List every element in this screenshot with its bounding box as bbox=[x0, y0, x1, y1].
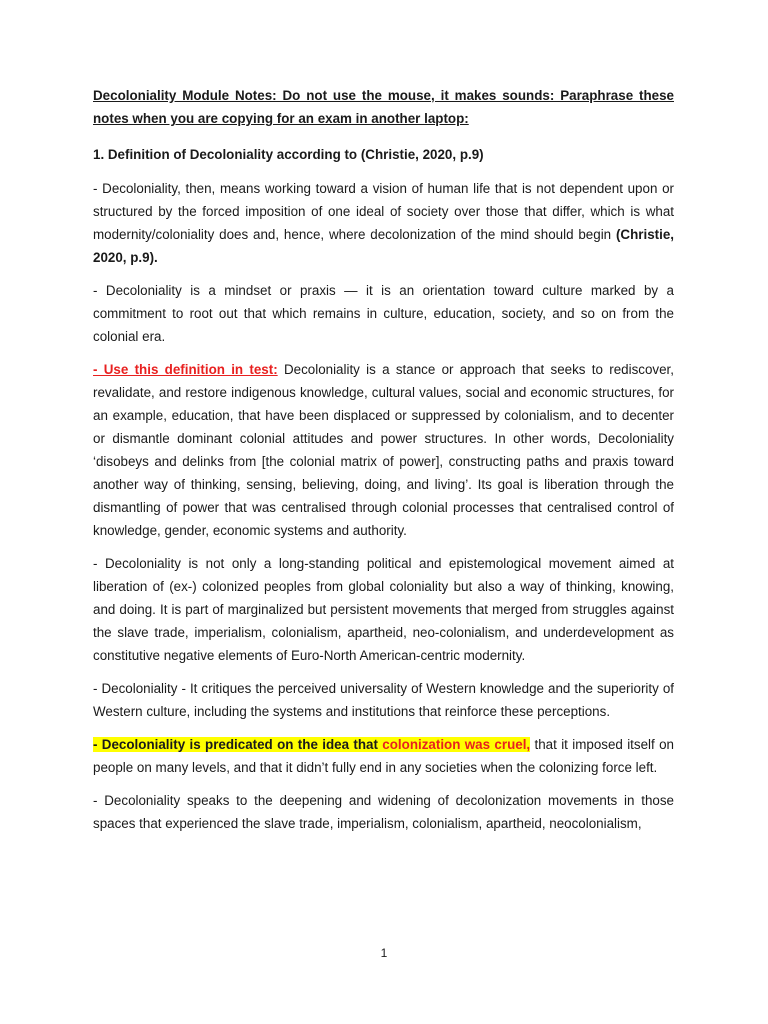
paragraph-4: - Decoloniality is not only a long-standing political and epistemological movement aimed at liberation of (ex-) colonized peoples from global coloniality but also a way of thinking, knowing, and doing. It is part of marginalized but persistent movements that merged from struggles against the slave trade, imperialism, colonialism, apartheid, neo-colonialism, and underdevelopment as constitutive negative elements of Euro-North American-centric modernity. bbox=[93, 556, 674, 663]
section-heading: 1. Definition of Decoloniality according to (Christie, 2020, p.9) bbox=[93, 147, 484, 162]
paragraph-6-text: that it imposed itself on people on many levels, and that it didn’t fully end in any societies when the colonizing force left. bbox=[93, 737, 674, 775]
document-title: Decoloniality Module Notes: Do not use the mouse, it makes sounds: Paraphrase these notes when you are copying for an exam in another laptop: bbox=[93, 88, 674, 126]
highlighted-red-text: colonization was cruel, bbox=[382, 737, 531, 752]
paragraph-2: - Decoloniality is a mindset or praxis — it is an orientation toward culture marked by a commitment to root out that which remains in culture, education, society, and so on from the colonial era. bbox=[93, 283, 674, 344]
paragraph-1 bbox=[93, 177, 674, 269]
page-number: 1 bbox=[380, 946, 388, 960]
document-page bbox=[93, 84, 674, 845]
paragraph-3 bbox=[93, 358, 674, 542]
paragraph-7: - Decoloniality speaks to the deepening and widening of decolonization movements in those spaces that experienced the slave trade, imperialism, colonialism, apartheid, neocolonialism, bbox=[93, 793, 674, 831]
paragraph-1-text: - Decoloniality, then, means working toward a vision of human life that is not dependent upon or structured by the forced imposition of one ideal of society over those that differ, which is what modernity/coloniality does and, hence, where decolonization of the mind should begin bbox=[93, 181, 674, 242]
test-definition-label: - Use this definition in test: bbox=[93, 362, 278, 377]
paragraph-6 bbox=[93, 733, 674, 779]
highlighted-text: - Decoloniality is predicated on the idea that bbox=[93, 737, 383, 752]
paragraph-1-citation: (Christie, 2020, p.9). bbox=[93, 227, 674, 265]
paragraph-5: - Decoloniality - It critiques the perceived universality of Western knowledge and the superiority of Western culture, including the systems and institutions that reinforce these perceptions. bbox=[93, 681, 674, 719]
paragraph-3-text: Decoloniality is a stance or approach that seeks to rediscover, revalidate, and restore indigenous knowledge, cultural values, social and economic structures, for an example, education, that have been displaced or suppressed by colonialism, and to decenter or dismantle dominant colonial attitudes and power structures. In other words, Decoloniality ‘disobeys and delinks from [the colonial matrix of power], constructing paths and praxis toward another way of thinking, sensing, believing, doing, and living’. Its goal is liberation through the dismantling of power that was centralised through colonial processes that centralised control of knowledge, gender, economic systems and authority. bbox=[93, 362, 674, 538]
